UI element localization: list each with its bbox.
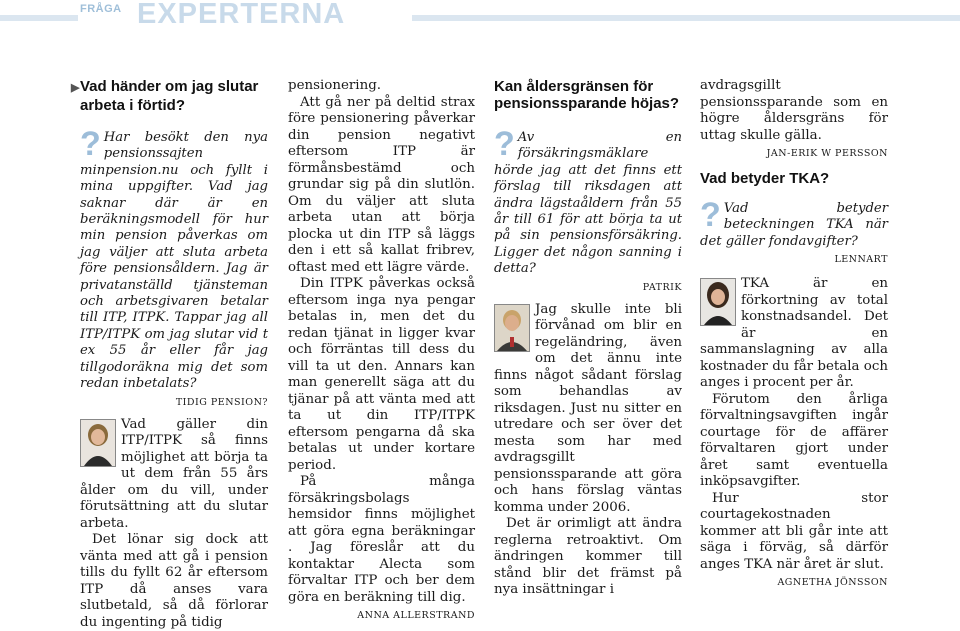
answer-paragraph-3: Hur stor courtagekostnaden kommer att bli går inte att säga i förväg, så därför anges TKA när året är slut. [700, 491, 888, 574]
column-1 [80, 78, 268, 631]
answer-paragraph-1: TKA är en förkortning av total konstnadsandel. Det är en sammanslagning av alla kostnader du får betala och anges i procent per år. [700, 276, 888, 392]
question-signature: TIDIG PENSION? [80, 395, 268, 411]
expert-signature: ANNA ALLERSTRAND [288, 608, 475, 624]
answer-paragraph: Din ITPK påverkas också eftersom inga nya pengar betalas in, men det du redan tjänat in ligger kvar och förräntas till dess du vill ta ut den. Annars kan man generellt säga att du tjänar på att vänta med att ta ut din ITP/ITPK eftersom pengarna då ska betalas ut under kortare period. [288, 276, 475, 474]
article-2-title: Kan åldersgränsen för pensionssparande höjas? [494, 78, 682, 112]
expert-answer [494, 302, 682, 599]
expert-answer [80, 417, 268, 631]
header-rule-left [0, 15, 78, 21]
header-rule-right [412, 15, 960, 21]
column-3 [494, 78, 682, 599]
expert-signature: AGNETHA JÖNSSON [700, 575, 888, 591]
answer-continued: avdragsgillt pensionssparande som en högre åldersgräns för uttag skulle gälla. [700, 78, 888, 144]
reader-question: Vad betyder beteckningen TKA när det gäller fondavgifter? [700, 201, 888, 250]
page-header [0, 0, 960, 30]
column-2 [288, 78, 475, 624]
triangle-bullet-icon: ▶ [71, 80, 80, 97]
question-signature: PATRIK [494, 280, 682, 296]
expert-photo-1 [80, 419, 116, 467]
answer-paragraph-1: Vad gäller din ITP/ITPK så finns möjlighet att börja ta ut dem från 55 års ålder om du vill, under förutsättning att du slutar arbeta. [80, 417, 268, 533]
expert-answer [700, 276, 888, 573]
expert-signature: JAN-ERIK W PERSSON [700, 146, 888, 162]
header-title: EXPERTERNA [137, 0, 345, 30]
answer-paragraph-2: Förutom den årliga förvaltningsavgiften ingår courtage för de affärer förvaltaren gjort under året samt eventuella inköpsavgifter. [700, 392, 888, 491]
article-1-title: ▶Vad händer om jag slutar arbeta i förtid? [80, 78, 268, 114]
column-4 [700, 78, 888, 591]
question-signature: LENNART [700, 252, 888, 268]
article-3-title: Vad betyder TKA? [700, 170, 888, 187]
question-mark-icon: ? [494, 130, 515, 158]
answer-paragraph-2: Det är orimligt att ändra reglerna retroaktivt. Om ändringen kommer till stånd blir det främst på nya insättningar i [494, 516, 682, 599]
answer-paragraph-1: Jag skulle inte bli förvånad om blir en regeländring, även om det ännu inte finns något sådant förslag som behandlas av riksdagen. Just nu sitter en utredare och ser över det mesta som har med avdragsgillt pensionssparande att göra och hans förslag väntas komma under 2006. [494, 302, 682, 517]
answer-paragraph: På många försäkringsbolags hemsidor finns möjlighet att göra egna beräkningar . Jag föreslår att du kontaktar Alecta som förvaltar ITP och ber dem göra en beräkning till dig. [288, 474, 475, 606]
expert-photo-2 [494, 304, 530, 352]
expert-photo-3 [700, 278, 736, 326]
answer-paragraph: Att gå ner på deltid strax före pensionering påverkar din pension negativt eftersom ITP är förmånsbestämd och grundar sig på din slutlön. Om du väljer att sluta arbeta utan att börja plocka ut din ITP så läggs den i ett så kallat fribrev, oftast med ett lägre värde. [288, 95, 475, 277]
answer-paragraph-2: Det lönar sig dock att vänta med att gå i pension tills du fyllt 62 år eftersom ITP då anses vara slutbetald, så då förlorar du ingenting på tidig [80, 532, 268, 631]
header-kicker: FRÅGA [80, 3, 122, 15]
question-mark-icon: ? [80, 130, 101, 158]
question-mark-icon: ? [700, 201, 721, 229]
answer-paragraph: pensionering. [288, 78, 475, 95]
reader-question: Av en försäkringsmäklare hörde jag att det finns ett förslag till riksdagen att ändra lägstaåldern från 55 år till 61 för att börja ta ut på sin pensionsförsäkring. Ligger det någon sanning i detta? [494, 130, 682, 278]
expert-answer-continued [288, 78, 475, 606]
reader-question: Har besökt den nya pensionssajten minpension.nu och fyllt i mina uppgifter. Vad jag saknar där är en beräkningsmodell för hur min pension påverkas om jag väljer att sluta arbeta före pensionsåldern. Jag är privatanställd tjänsteman och arbetsgivaren betalar till ITP, ITPK. Tappar jag all ITP/ITPK om jag slutar vid t ex 55 år eller får jag tillgodoräkna mig det som redan inbetalats? [80, 130, 268, 393]
